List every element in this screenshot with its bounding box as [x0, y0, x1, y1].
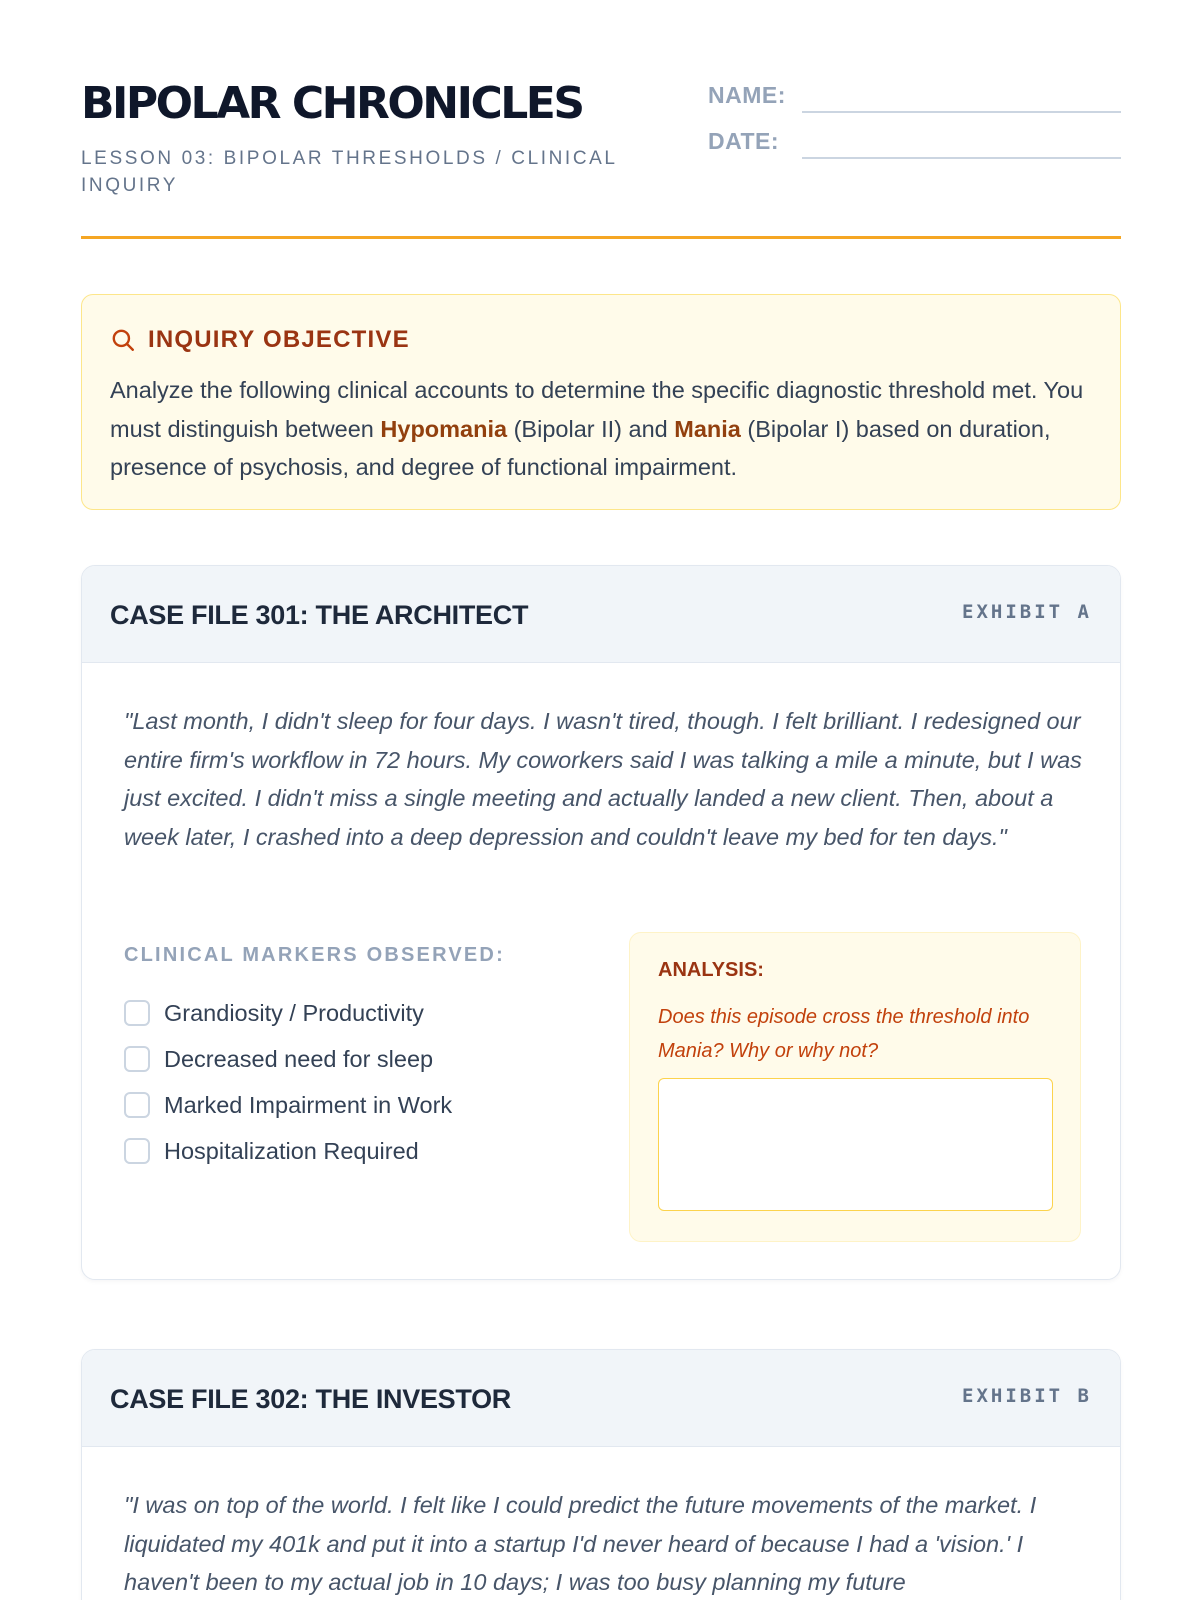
case-header: [82, 566, 1120, 663]
date-field[interactable]: [708, 128, 1121, 162]
exhibit-label: EXHIBIT B: [962, 1385, 1092, 1407]
objective-text: [110, 371, 1092, 487]
page-title: BIPOLAR CHRONICLES: [81, 78, 583, 129]
objective-text-3: (Bipolar I) based on duration, presence of psychosis, and degree of functional impairment.: [110, 415, 1051, 480]
name-field[interactable]: [708, 82, 1121, 116]
marker-sleep[interactable]: [124, 1044, 433, 1074]
marker-label: Marked Impairment in Work: [164, 1091, 453, 1118]
case-title: CASE FILE 301: THE ARCHITECT: [110, 600, 529, 630]
analysis-answer-field[interactable]: [658, 1078, 1053, 1211]
date-label: DATE:: [708, 128, 780, 154]
analysis-question: Does this episode cross the threshold into Mania? Why or why not?: [658, 1006, 1030, 1062]
marker-label: Decreased need for sleep: [164, 1045, 434, 1072]
case-title: CASE FILE 302: THE INVESTOR: [110, 1384, 511, 1414]
marker-label: Hospitalization Required: [164, 1137, 419, 1164]
checkbox[interactable]: [124, 1092, 150, 1118]
term-mania: Mania: [674, 415, 741, 442]
term-hypomania: Hypomania: [380, 415, 508, 442]
marker-hospitalization[interactable]: [124, 1136, 419, 1166]
marker-label: Grandiosity / Productivity: [164, 999, 424, 1026]
header-divider: [81, 236, 1121, 239]
case-card-302: [81, 1349, 1121, 1600]
exhibit-label: EXHIBIT A: [962, 601, 1092, 623]
name-line[interactable]: [802, 111, 1121, 113]
objective-text-1: Analyze the following clinical accounts to determine the specific diagnostic threshold met. You must distinguish between: [110, 377, 1084, 442]
marker-impairment[interactable]: [124, 1090, 452, 1120]
analysis-panel: [629, 932, 1081, 1242]
search-icon: [110, 327, 136, 353]
inquiry-objective-box: [81, 294, 1121, 510]
objective-text-2: (Bipolar II) and: [507, 415, 675, 442]
name-label: NAME:: [708, 82, 786, 108]
objective-title: INQUIRY OBJECTIVE: [148, 326, 410, 353]
case-quote: "I was on top of the world. I felt like I could predict the future movements of the market. I liquidated my 401k and put it into a startup I'd never heard of because I had a 'vision.' I haven't been to my actual job in 10 days; I was too busy planning my future: [124, 1492, 1037, 1595]
case-card-301: [81, 565, 1121, 1280]
objective-heading: [110, 325, 1092, 355]
checkbox[interactable]: [124, 1000, 150, 1026]
worksheet-header: [81, 0, 1121, 240]
analysis-label: ANALYSIS:: [658, 959, 764, 981]
worksheet-page: [81, 0, 1121, 1595]
case-quote: "Last month, I didn't sleep for four days. I wasn't tired, though. I felt brilliant. I redesigned our entire firm's workflow in 72 hours. My coworkers said I was talking a mile a minute, but I was just excited. I didn't miss a single meeting and actually landed a new client. Then, about a week later, I crashed into a deep depression and couldn't leave my bed for ten days.": [124, 708, 1082, 850]
checkbox[interactable]: [124, 1046, 150, 1072]
date-line[interactable]: [802, 157, 1121, 159]
marker-grandiosity[interactable]: [124, 998, 424, 1028]
markers-heading: CLINICAL MARKERS OBSERVED:: [124, 944, 505, 966]
lesson-subtitle: LESSON 03: BIPOLAR THRESHOLDS / CLINICAL INQUIRY: [81, 148, 617, 196]
checkbox[interactable]: [124, 1138, 150, 1164]
case-header: [82, 1350, 1120, 1447]
